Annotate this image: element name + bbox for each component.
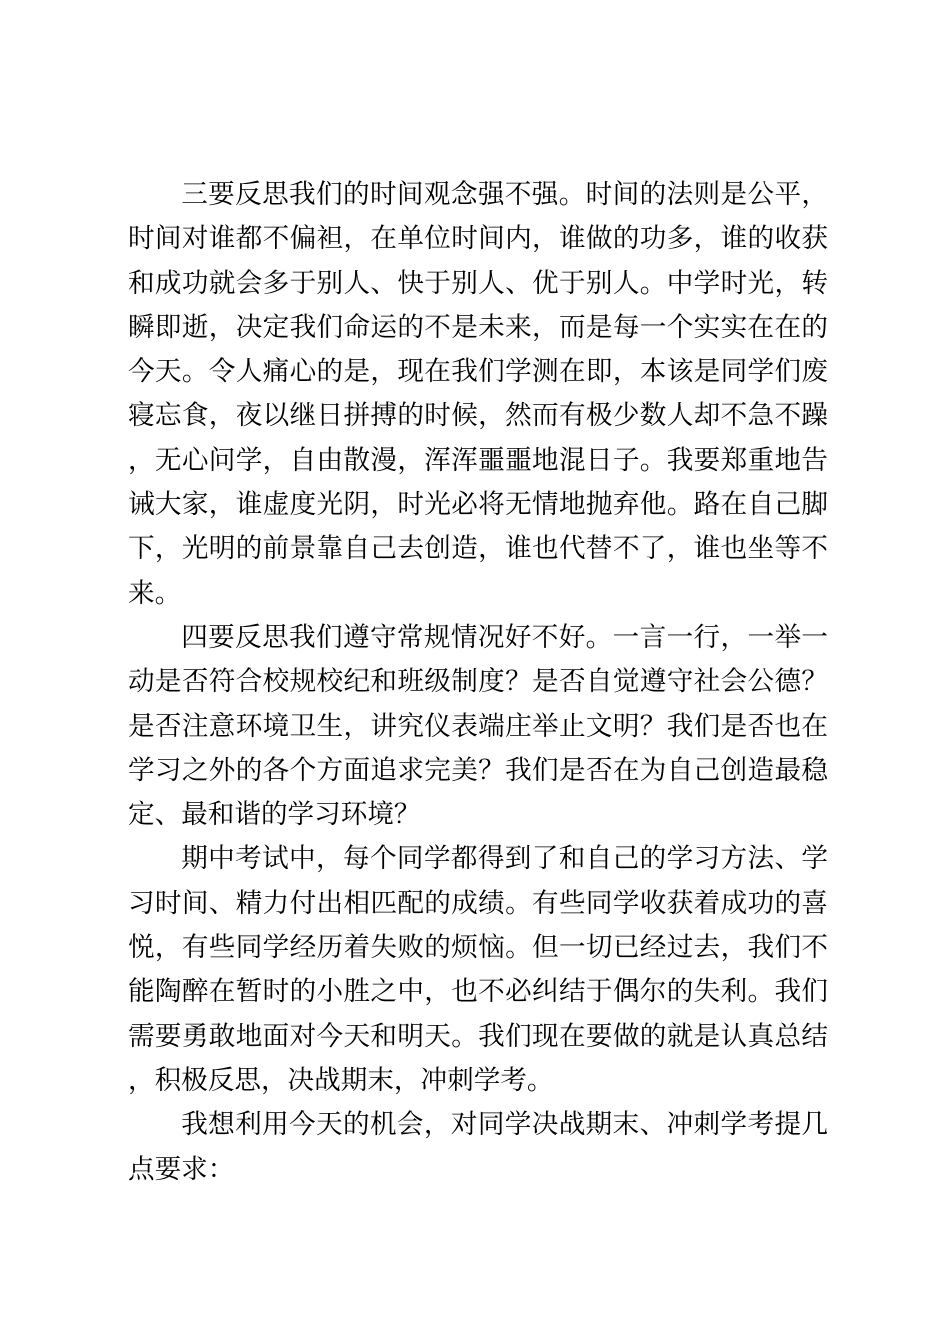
paragraph-rules-compliance: 四要反思我们遵守常规情况好不好。一言一行，一举一动是否符合校规校纪和班级制度？是否自觉遵守社会公德？是否注意环境卫生，讲究仪表端庄举止文明？我们是否也在学习之外的各个方面追求完美？我们是否在为自己创造最稳定、最和谐的学习环境？ xyxy=(128,621,828,831)
paragraph-midterm-exam: 期中考试中，每个同学都得到了和自己的学习方法、学习时间、精力付出相匹配的成绩。有些同学收获着成功的喜悦，有些同学经历着失败的烦恼。但一切已经过去，我们不能陶醉在暂时的小胜之中，也不必纠结于偶尔的失利。我们需要勇敢地面对今天和明天。我们现在要做的就是认真总结，积极反思，决战期末，冲刺学考。 xyxy=(128,843,828,1096)
paragraph-requirements-intro: 我想利用今天的机会，对同学决战期末、冲刺学考提几点要求： xyxy=(128,1109,828,1185)
paragraph-time-concept: 三要反思我们的时间观念强不强。时间的法则是公平，时间对谁都不偏袒，在单位时间内，谁做的功多，谁的收获和成功就会多于别人、快于别人、优于别人。中学时光，转瞬即逝，决定我们命运的不是未来，而是每一个实实在在的今天。令人痛心的是，现在我们学测在即，本该是同学们废寝忘食，夜以继日拼搏的时候，然而有极少数人却不急不躁，无心问学，自由散漫，浑浑噩噩地混日子。我要郑重地告诫大家，谁虚度光阴，时光必将无情地抛弃他。路在自己脚下，光明的前景靠自己去创造，谁也代替不了，谁也坐等不来。 xyxy=(128,179,828,609)
document-body xyxy=(128,173,828,1192)
